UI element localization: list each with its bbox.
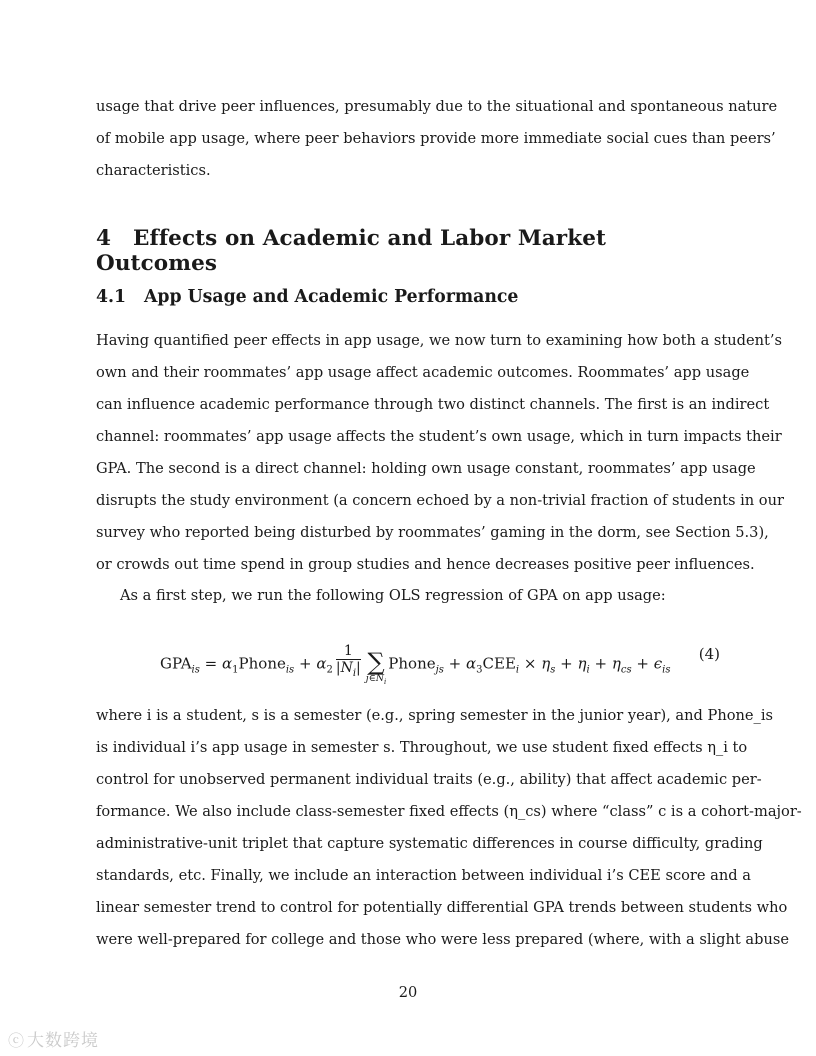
text-line: Having quantified peer effects in app usage, we now turn to examining how both a student’s bbox=[96, 332, 783, 349]
paragraph-intro bbox=[96, 325, 784, 581]
sum-icon: ∑ bbox=[367, 647, 385, 676]
eq-sub: is bbox=[662, 664, 671, 676]
text-line: control for unobserved permanent individual traits (e.g., ability) that affect academic per- bbox=[96, 771, 762, 788]
section-number: 4 bbox=[96, 226, 112, 251]
eq-alpha2: α bbox=[316, 654, 327, 673]
text-line: own and their roommates’ app usage affect academic outcomes. Roommates’ app usage bbox=[96, 364, 750, 381]
text-line: of mobile app usage, where peer behaviors provide more immediate social cues than peers’ bbox=[96, 130, 776, 147]
eq-phone2: Phone bbox=[388, 654, 436, 673]
watermark bbox=[8, 1026, 99, 1051]
text-line: standards, etc. Finally, we include an interaction between individual i’s CEE score and a bbox=[96, 867, 751, 884]
eq-den-bar: | bbox=[356, 660, 361, 676]
equation-body bbox=[160, 645, 671, 684]
text-line: survey who reported being disturbed by roommates’ gaming in the dorm, see Section 5.3), bbox=[96, 524, 769, 541]
text-line: administrative-unit triplet that capture systematic differences in course difficulty, grading bbox=[96, 835, 763, 852]
paragraph-top bbox=[96, 91, 778, 187]
eq-times: × bbox=[523, 654, 537, 673]
eq-fraction bbox=[336, 643, 361, 682]
eq-sub: s bbox=[550, 664, 556, 676]
text-line: were well-prepared for college and those who were less prepared (where, with a slight abuse bbox=[96, 931, 789, 948]
eq-sub: cs bbox=[620, 664, 632, 676]
section-heading bbox=[96, 226, 720, 276]
eq-epsilon: ϵ bbox=[653, 654, 663, 673]
text-line: usage that drive peer influences, presumably due to the situational and spontaneous nature bbox=[96, 98, 778, 115]
eq-sub: js bbox=[435, 664, 444, 676]
eq-sub: 2 bbox=[326, 664, 333, 676]
equation-number: (4) bbox=[698, 645, 720, 663]
eq-sub: 3 bbox=[476, 664, 483, 676]
eq-eta-cs: η bbox=[611, 654, 621, 673]
eq-plus: + bbox=[448, 654, 462, 673]
watermark-text: 大数跨境 bbox=[27, 1031, 100, 1051]
eq-sub: 1 bbox=[232, 664, 239, 676]
eq-sub: i bbox=[352, 667, 357, 679]
text-line: GPA. The second is a direct channel: holding own usage constant, roommates’ app usage bbox=[96, 460, 756, 477]
eq-frac-numerator: 1 bbox=[336, 643, 361, 660]
section-title: Effects on Academic and Labor Market Outcomes bbox=[96, 226, 607, 276]
eq-eta-i: η bbox=[577, 654, 587, 673]
eq-cee: CEE bbox=[482, 654, 516, 673]
eq-plus: + bbox=[636, 654, 649, 673]
eq-alpha3: α bbox=[466, 654, 477, 673]
text-line: linear semester trend to control for potentially differential GPA trends between students who bbox=[96, 899, 788, 916]
eq-plus: + bbox=[298, 654, 312, 673]
eq-sub: is bbox=[191, 664, 200, 676]
watermark-logo-icon: ⓒ bbox=[8, 1031, 26, 1050]
eq-equals: = bbox=[204, 654, 218, 673]
paragraph-where bbox=[96, 700, 802, 956]
text-line: is individual i’s app usage in semester s. Throughout, we use student fixed effects η_i to bbox=[96, 739, 748, 756]
eq-plus: + bbox=[560, 654, 573, 673]
eq-plus: + bbox=[594, 654, 608, 673]
text-line: where i is a student, s is a semester (e.g., spring semester in the junior year), and Phone_is bbox=[96, 707, 773, 724]
text-line: can influence academic performance through two distinct channels. The first is an indirect bbox=[96, 396, 770, 413]
text-line: formance. We also include class-semester fixed effects (η_cs) where “class” c is a cohort-major- bbox=[96, 803, 802, 820]
text-line: As a first step, we run the following OLS regression of GPA on app usage: bbox=[120, 587, 666, 604]
eq-summation bbox=[365, 647, 387, 687]
eq-alpha1: α bbox=[222, 654, 233, 673]
eq-frac-denominator bbox=[336, 660, 361, 682]
text-line: or crowds out time spend in group studies and hence decreases positive peer influences. bbox=[96, 556, 755, 573]
subsection-title: App Usage and Academic Performance bbox=[144, 287, 519, 307]
text-line: channel: roommates’ app usage affects the student’s own usage, which in turn impacts their bbox=[96, 428, 782, 445]
subsection-number: 4.1 bbox=[96, 287, 127, 307]
equation-4 bbox=[160, 632, 720, 686]
eq-sub: is bbox=[285, 664, 295, 676]
paragraph-step bbox=[96, 580, 720, 612]
eq-eta-s: η bbox=[541, 654, 551, 673]
eq-sub: i bbox=[384, 677, 387, 686]
eq-phone1: Phone bbox=[238, 654, 286, 673]
page-number: 20 bbox=[398, 984, 418, 1001]
eq-sum-limit-text: j∈N bbox=[365, 672, 385, 684]
eq-den-text: |N bbox=[335, 660, 353, 676]
eq-sum-limit bbox=[366, 674, 387, 687]
eq-sub: i bbox=[515, 664, 520, 676]
subsection-heading bbox=[96, 287, 518, 307]
eq-sub: i bbox=[586, 664, 590, 676]
text-line: disrupts the study environment (a concern echoed by a non-trivial fraction of students in our bbox=[96, 492, 784, 509]
eq-gpa: GPA bbox=[160, 654, 192, 673]
text-line: characteristics. bbox=[96, 162, 211, 179]
